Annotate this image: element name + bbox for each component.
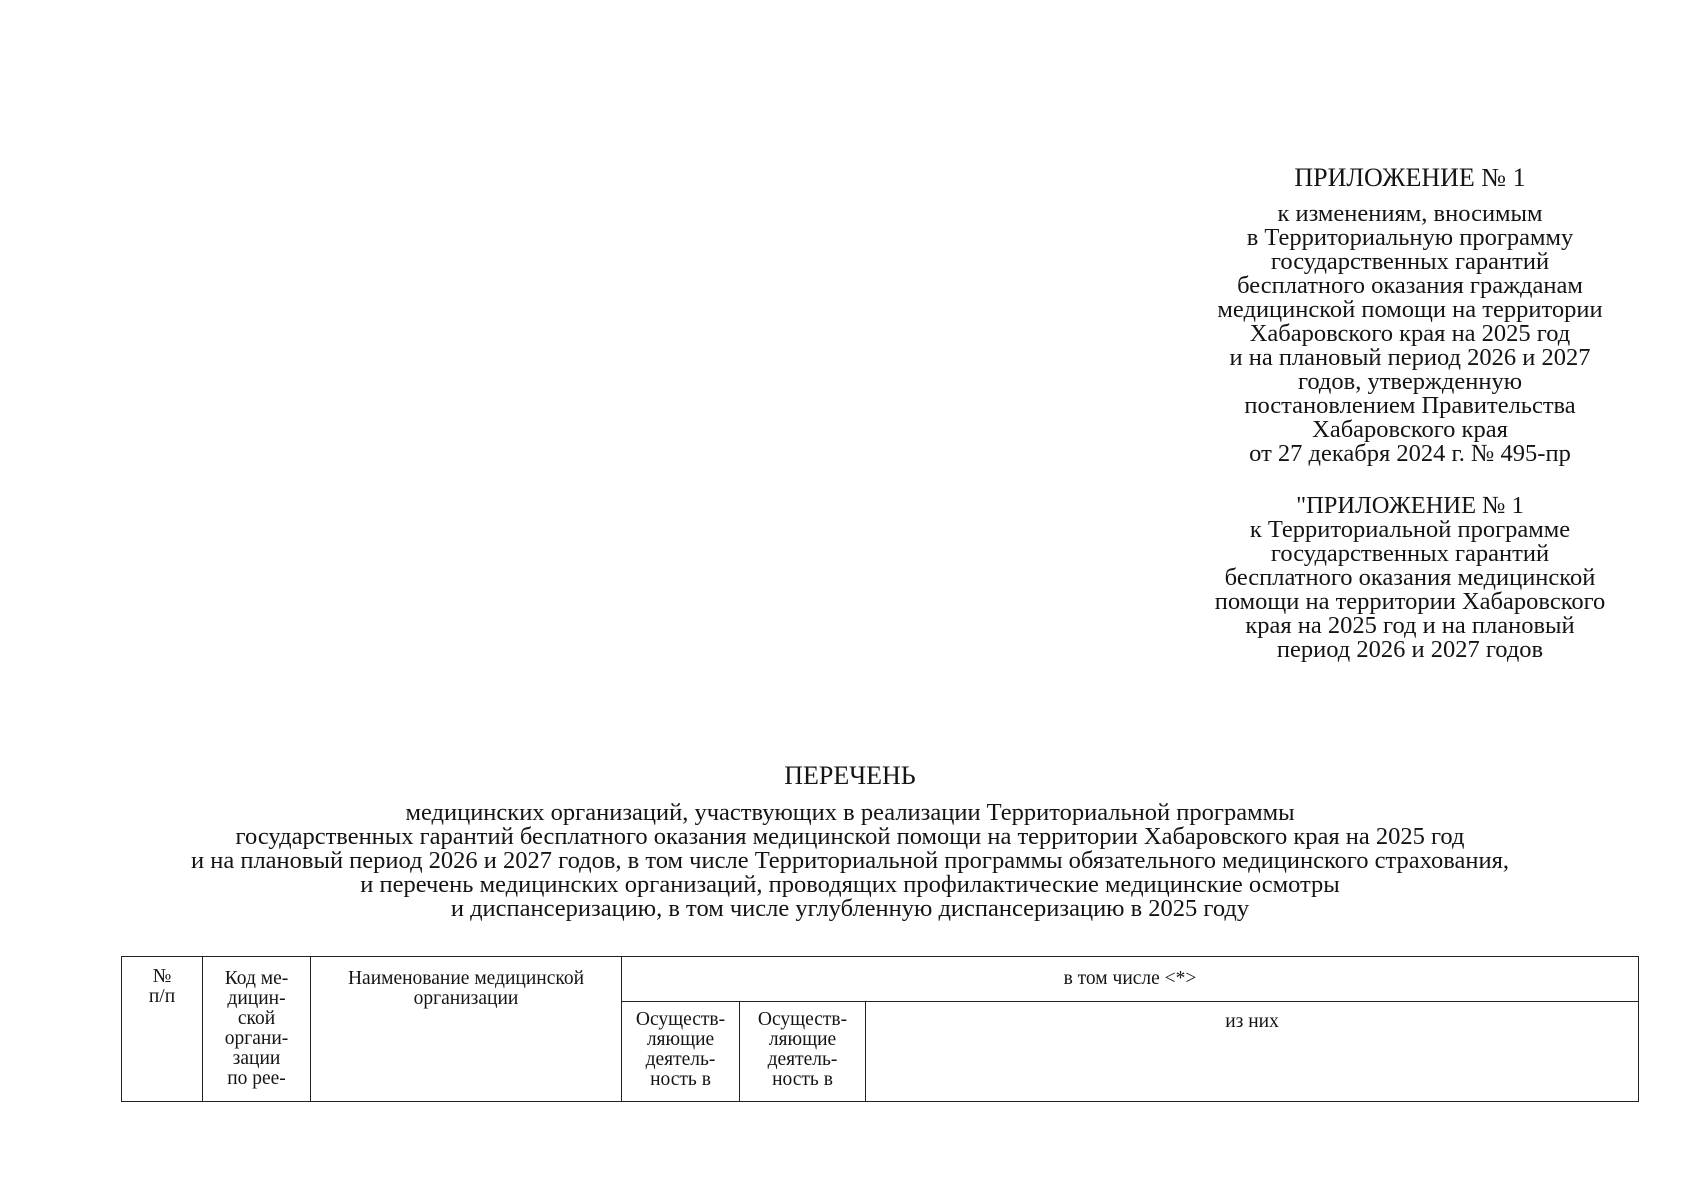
appendix-changes-line: от 27 декабря 2024 г. № 495-пр bbox=[1249, 440, 1571, 467]
header-cell-number bbox=[122, 957, 203, 1102]
header-sub2-line: деятель- bbox=[767, 1049, 838, 1070]
header-code-line: Код ме- bbox=[224, 968, 289, 989]
appendix-changes-heading: ПРИЛОЖЕНИЕ № 1 bbox=[1294, 163, 1526, 192]
header-code-line: ской bbox=[237, 1008, 276, 1029]
appendix-changes-block bbox=[1150, 163, 1670, 467]
appendix-changes-line: постановлением Правительства bbox=[1244, 392, 1576, 419]
document-title-line: медицинских организаций, участвующих в реализации Территориальной программы bbox=[405, 799, 1295, 826]
header-code-line: по рее- bbox=[227, 1068, 286, 1089]
document-title-heading: ПЕРЕЧЕНЬ bbox=[784, 761, 916, 790]
header-including-text: в том числе <*> bbox=[1063, 968, 1197, 989]
appendix-changes-line: к изменениям, вносимым bbox=[1277, 200, 1543, 227]
header-sub2-line: ляющие bbox=[768, 1029, 837, 1050]
header-name-text: Наименование медицинской организации bbox=[347, 968, 585, 1009]
appendix-program-heading: "ПРИЛОЖЕНИЕ № 1 bbox=[1296, 492, 1524, 519]
appendix-program-line: государственных гарантий bbox=[1270, 540, 1550, 567]
appendix-changes-line: Хабаровского края на 2025 год bbox=[1249, 320, 1571, 347]
header-cell-of-them bbox=[866, 1002, 1639, 1102]
header-code-line: органи- bbox=[224, 1028, 289, 1049]
appendix-program-line: края на 2025 год и на плановый bbox=[1245, 612, 1575, 639]
header-cell-name bbox=[311, 957, 622, 1102]
header-sub1-line: ность в bbox=[650, 1069, 711, 1090]
appendix-changes-line: Хабаровского края bbox=[1312, 416, 1508, 443]
appendix-changes-line: в Территориальную программу bbox=[1246, 224, 1574, 251]
appendix-program-line: помощи на территории Хабаровского bbox=[1214, 588, 1606, 615]
header-cell-sub-2 bbox=[740, 1002, 866, 1102]
appendix-program-line: бесплатного оказания медицинской bbox=[1224, 564, 1596, 591]
appendix-changes-line: бесплатного оказания гражданам bbox=[1237, 272, 1583, 299]
header-cell-code bbox=[203, 957, 311, 1102]
header-sub1-line: ляющие bbox=[646, 1029, 715, 1050]
document-title-block bbox=[60, 761, 1640, 922]
header-cell-sub-1 bbox=[622, 1002, 740, 1102]
document-title-line: государственных гарантий бесплатного оказания медицинской помощи на территории Хабаровского края на 2025 год bbox=[235, 823, 1465, 850]
appendix-changes-line: и на плановый период 2026 и 2027 bbox=[1229, 344, 1591, 371]
header-sub2-line: Осуществ- bbox=[757, 1009, 848, 1030]
header-number-line: п/п bbox=[148, 986, 176, 1007]
appendix-changes-line: годов, утвержденную bbox=[1297, 368, 1523, 395]
header-cell-including bbox=[622, 957, 1639, 1002]
organizations-table bbox=[121, 956, 1639, 1102]
appendix-program-block bbox=[1150, 494, 1670, 662]
header-sub1-line: Осуществ- bbox=[635, 1009, 726, 1030]
header-sub2-line: ность в bbox=[772, 1069, 833, 1090]
document-title-line: и перечень медицинских организаций, проводящих профилактические медицинские осмотры bbox=[360, 871, 1340, 898]
document-title-line: и диспансеризацию, в том числе углубленную диспансеризацию в 2025 году bbox=[450, 895, 1250, 922]
appendix-changes-line: государственных гарантий bbox=[1270, 248, 1550, 275]
appendix-program-line: период 2026 и 2027 годов bbox=[1276, 636, 1544, 663]
header-of-them-text: из них bbox=[1225, 1011, 1279, 1032]
header-number-line: № bbox=[152, 966, 172, 987]
appendix-changes-line: медицинской помощи на территории bbox=[1217, 296, 1603, 323]
appendix-program-line: к Территориальной программе bbox=[1249, 516, 1571, 543]
header-code-line: дицин- bbox=[227, 988, 286, 1009]
header-sub1-line: деятель- bbox=[645, 1049, 716, 1070]
document-title-line: и на плановый период 2026 и 2027 годов, в том числе Территориальной программы обязательного медицинского страхования, bbox=[191, 847, 1509, 874]
header-code-line: зации bbox=[232, 1048, 281, 1069]
